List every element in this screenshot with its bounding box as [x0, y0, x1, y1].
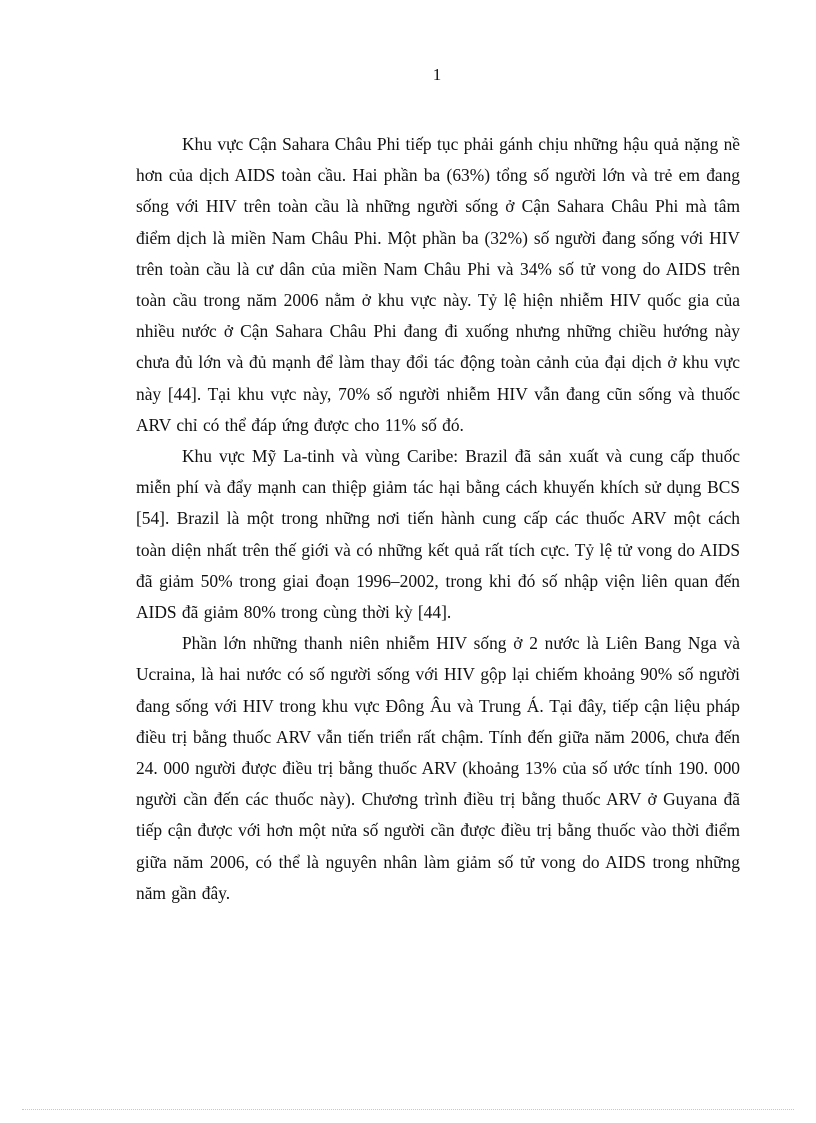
paragraph-sub-saharan-africa: Khu vực Cận Sahara Châu Phi tiếp tục phải gánh chịu những hậu quả nặng nề hơn của dịch AIDS toàn cầu. Hai phần ba (63%) tổng số người lớn và trẻ em đang sống với HIV trên toàn cầu là những người sống ở Cận Sahara Châu Phi mà tâm điểm dịch là miền Nam Châu Phi. Một phần ba (32%) số người đang sống với HIV trên toàn cầu là cư dân của miền Nam Châu Phi và 34% số tử vong do AIDS trên toàn cầu trong năm 2006 nằm ở khu vực này. Tỷ lệ hiện nhiễm HIV quốc gia của nhiều nước ở Cận Sahara Châu Phi đang đi xuống nhưng những chiều hướng này chưa đủ lớn và đủ mạnh để làm thay đổi tác động toàn cảnh của đại dịch ở khu vực này [44]. Tại khu vực này, 70% số người nhiễm HIV vẫn đang cũn sống và thuốc ARV chỉ có thể đáp ứng được cho 11% số đó. — [136, 134, 740, 435]
paragraph-eastern-europe-central-asia: Phần lớn những thanh niên nhiễm HIV sống ở 2 nước là Liên Bang Nga và Ucraina, là hai nước có số người sống với HIV gộp lại chiếm khoảng 90% số người đang sống với HIV trong khu vực Đông Âu và Trung Á. Tại đây, tiếp cận liệu pháp điều trị bằng thuốc ARV vẫn tiến triển rất chậm. Tính đến giữa năm 2006, chưa đến 24. 000 người được điều trị bằng thuốc ARV (khoảng 13% của số ước tính 190. 000 người cần đến các thuốc này). Chương trình điều trị bằng thuốc ARV ở Guyana đã tiếp cận được với hơn một nửa số người cần được điều trị bằng thuốc vào thời điểm giữa năm 2006, có thể là nguyên nhân làm giảm số tử vong do AIDS trong những năm gần đây. — [136, 633, 740, 903]
document-body — [136, 129, 740, 909]
page-bottom-divider — [22, 1109, 794, 1110]
paragraph-latin-america-caribbean: Khu vực Mỹ La-tinh và vùng Caribe: Brazil đã sản xuất và cung cấp thuốc miễn phí và đẩy mạnh can thiệp giảm tác hại bằng cách khuyến khích sử dụng BCS [54]. Brazil là một trong những nơi tiến hành cung cấp các thuốc ARV một cách toàn diện nhất trên thế giới và có những kết quả rất tích cực. Tỷ lệ tử vong do AIDS đã giảm 50% trong giai đoạn 1996–2002, trong khi đó số nhập viện liên quan đến AIDS đã giảm 80% trong cùng thời kỳ [44]. — [136, 446, 740, 623]
page-number: 1 — [432, 65, 442, 84]
